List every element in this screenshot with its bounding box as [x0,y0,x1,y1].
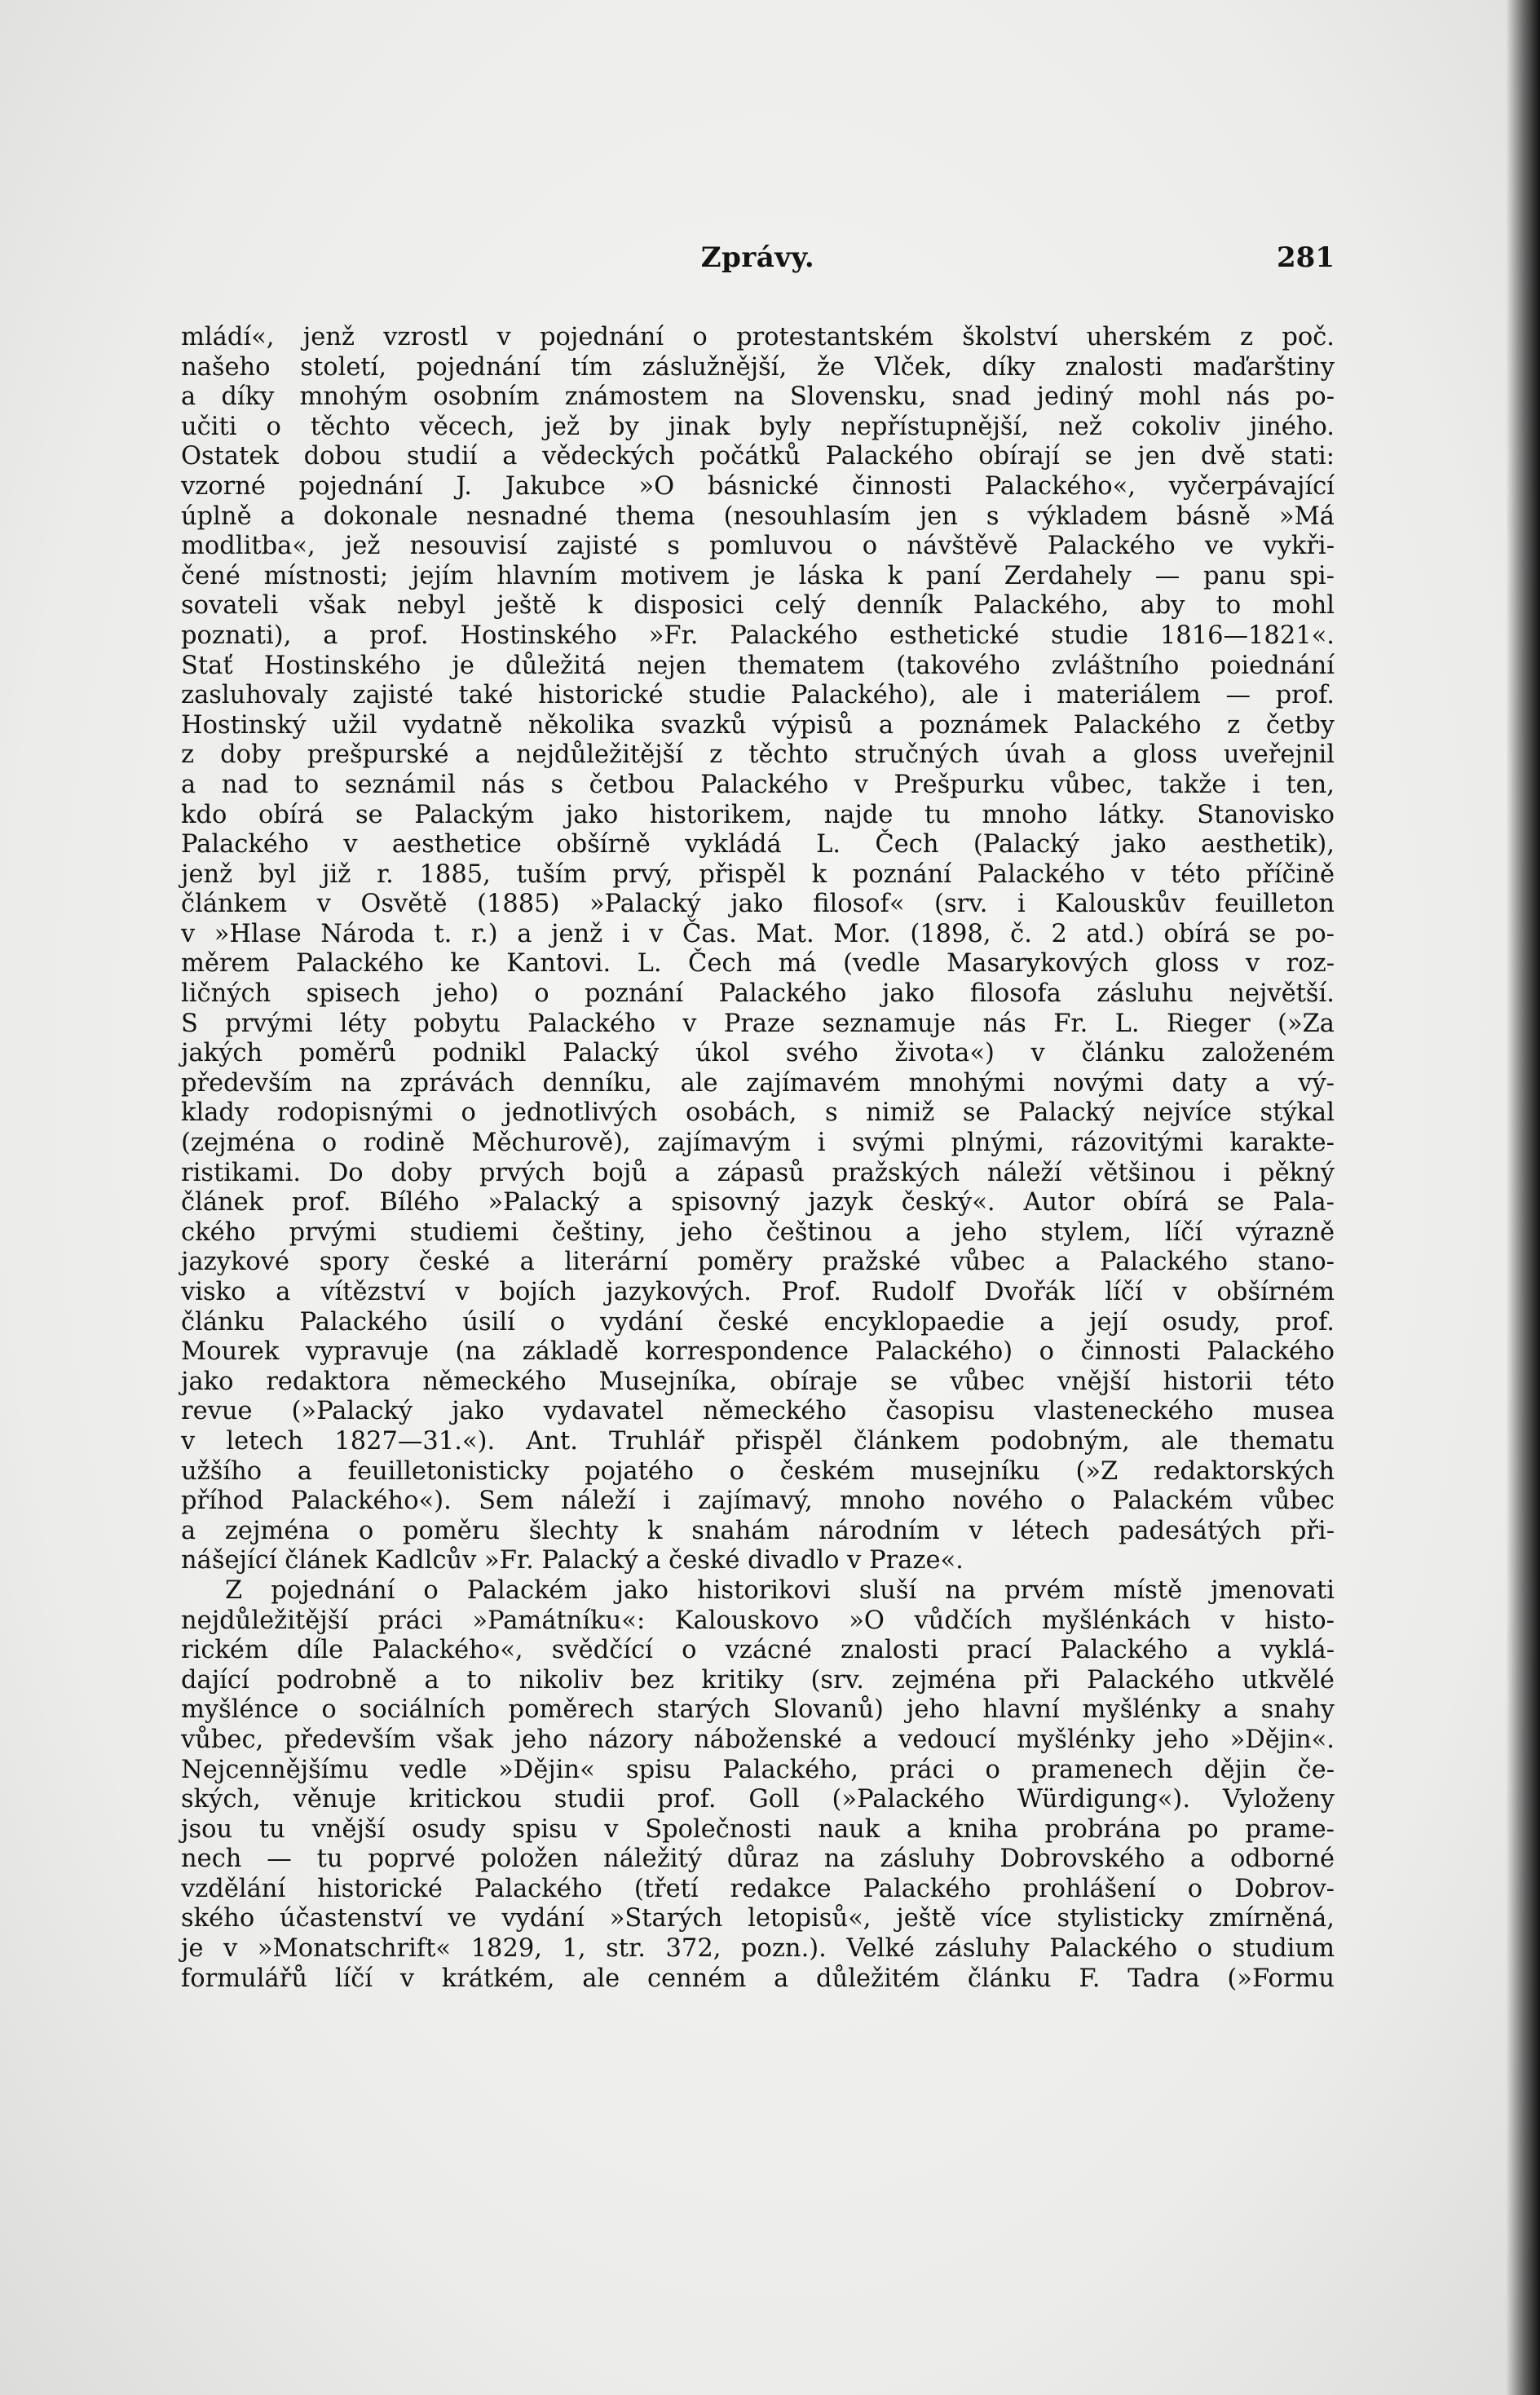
text-line: úplně a dokonale nesnadné thema (nesouhlasím jen s výkladem básně »Má [181,502,1335,531]
text-line: (zejména o rodině Měchurově), zajímavým i svými plnými, rázovitými karakte- [181,1129,1335,1158]
text-line: sovateli však nebyl ještě k disposici celý denník Palackého, aby to mohl [181,591,1335,621]
text-line: nášející článek Kadlcův »Fr. Palacký a české divadlo v Praze«. [181,1546,964,1575]
text-line: myšlénce o sociálních poměrech starých Slovanů) jeho hlavní myšlénky a snahy [181,1695,1335,1725]
text-line: článku Palackého úsilí o vydání české encyklopaedie a její osudy, prof. [181,1307,1335,1337]
text-line: modlitba«, jež nesouvisí zajisté s pomluvou o návštěvě Palackého ve vykři- [181,532,1335,561]
text-line: zasluhovaly zajisté také historické studie Palackého), ale i materiálem — prof. [181,681,1335,710]
text-line: ristikami. Do doby prvých bojů a zápasů pražských náleží většinou i pěkný [181,1158,1335,1187]
text-line: Z pojednání o Palackém jako historikovi sluší na prvém místě jmenovati [225,1575,1335,1605]
text-line: ských, věnuje kritickou studii prof. Goll (»Palackého Würdigung«). Vyloženy [181,1785,1335,1814]
text-line: z doby prešpurské a nejdůležitější z těchto stručných úvah a gloss uveřejnil [181,740,1335,770]
text-line: nech — tu poprvé položen náležitý důraz na zásluhy Dobrovského a odborné [181,1845,1335,1874]
text-line: kdo obírá se Palackým jako historikem, najde tu mnoho látky. Stanovisko [181,800,1335,829]
text-line: našeho století, pojednání tím záslužnější, že Vlček, díky znalosti maďarštiny [181,352,1335,382]
scan-edge-shadow [1506,0,1540,2395]
text-line: článkem v Osvětě (1885) »Palacký jako filosof« (srv. i Kalouskův feuilleton [181,890,1335,919]
text-line [181,1994,1335,2024]
text-line: klady rodopisnými o jednotlivých osobách, s nimiž se Palacký nejvíce stýkal [181,1098,1335,1128]
text-line: vůbec, především však jeho názory náboženské a vedoucí myšlénky jeho »Dějin«. [181,1725,1335,1754]
text-line: v »Hlase Národa t. r.) a jenž i v Čas. Mat. Mor. (1898, č. 2 atd.) obírá se po- [181,919,1335,948]
page-number: 281 [1277,241,1335,274]
text-line: článek prof. Bílého »Palacký a spisovný jazyk český«. Autor obírá se Pala- [181,1188,1335,1217]
text-line: je v »Monatschrift« 1829, 1, str. 372, pozn.). Velké zásluhy Palackého o studium [181,1934,1335,1964]
text-line: v letech 1827—31.«). Ant. Truhlář přispěl článkem podobným, ale thematu [181,1426,1335,1456]
text-line: Mourek vypravuje (na základě korrespondence Palackého) o činnosti Palackého [181,1337,1335,1367]
text-line: ličných spisech jeho) o poznání Palackého jako filosofa zásluhu největší. [181,979,1335,1009]
text-line: a nad to seznámil nás s četbou Palackého v Prešpurku vůbec, takže i ten, [181,770,1335,799]
text-line: jako redaktora německého Musejníka, obíraje se vůbec vnější historii této [181,1367,1335,1396]
text-line: Nejcennějšímu vedle »Dějin« spisu Palackého, práci o pramenech dějin če- [181,1755,1335,1784]
text-line: visko a vítězství v bojích jazykových. Prof. Rudolf Dvořák líčí v obšírném [181,1278,1335,1306]
text-line: formulářů líčí v krátkém, ale cenném a důležitém článku F. Tadra (»Formu [181,1964,1335,1993]
text-line: jazykové spory české a literární poměry pražské vůbec a Palackého stano- [181,1248,1335,1277]
text-line: učiti o těchto věcech, jež by jinak byly nepřístupnější, než cokoliv jiného. [181,412,1335,441]
text-line: dající podrobně a to nikoliv bez kritiky (srv. zejména při Palackého utkvělé [181,1665,1335,1695]
text-line: a zejména o poměru šlechty k snahám národním v létech padesátých při- [181,1516,1335,1545]
text-line: rickém díle Palackého«, svědčící o vzácné znalosti prací Palackého a vyklá- [181,1636,1335,1665]
running-title: Zprávy. [700,241,815,274]
text-line: S prvými léty pobytu Palackého v Praze seznamuje nás Fr. L. Rieger (»Za [181,1009,1335,1038]
text-line: poznati), a prof. Hostinského »Fr. Palackého esthetické studie 1816—1821«. [181,621,1335,650]
page-header [181,241,1335,282]
text-line: ského účastenství ve vydání »Starých letopisů«, ještě více stylisticky zmírněná, [181,1904,1335,1933]
text-line: Hostinský užil vydatně několika svazků výpisů a poznámek Palackého z četby [181,710,1335,740]
text-line: jsou tu vnější osudy spisu v Společnosti nauk a kniha probrána po prame- [181,1814,1335,1844]
text-line: jenž byl již r. 1885, tuším prvý, přispěl k poznání Palackého v této příčině [181,859,1335,889]
text-line: jakých poměrů podnikl Palacký úkol svého života«) v článku založeném [181,1039,1335,1068]
text-line: Palackého v aesthetice obšírně vykládá L. Čech (Palacký jako aesthetik), [181,830,1335,859]
text-line: Stať Hostinského je důležitá nejen thematem (takového zvláštního poiednání [181,651,1335,680]
text-line: nejdůležitější práci »Památníku«: Kalouskovo »O vůdčích myšlénkách v histo- [181,1606,1335,1635]
text-line: mládí«, jenž vzrostl v pojednání o protestantském školství uherském z poč. [181,323,1335,351]
text-line: měrem Palackého ke Kantovi. L. Čech má (vedle Masarykových gloss v roz- [181,949,1335,979]
text-line: revue (»Palacký jako vydavatel německého časopisu vlasteneckého musea [181,1397,1335,1426]
text-line: především na zprávách denníku, ale zajímavém mnohými novými daty a vý- [181,1068,1335,1098]
text-line: čené místnosti; jejím hlavním motivem je láska k paní Zerdahely — panu spi- [181,561,1335,590]
text-line: a díky mnohým osobním známostem na Slovensku, snad jediný mohl nás po- [181,382,1335,412]
body-text [181,323,1335,2024]
text-line: Ostatek dobou studií a vědeckých počátků Palackého obírají se jen dvě stati: [181,442,1335,471]
text-line: užšího a feuilletonisticky pojatého o českém musejníku (»Z redaktorských [181,1456,1335,1486]
text-line: vzorné pojednání J. Jakubce »O básnické činnosti Palackého«, vyčerpávající [181,471,1335,501]
text-line: ckého prvými studiemi češtiny, jeho češtinou a jeho stylem, líčí výrazně [181,1217,1335,1247]
text-line: příhod Palackého«). Sem náleží i zajímavý, mnoho nového o Palackém vůbec [181,1487,1335,1516]
text-line: vzdělání historické Palackého (třetí redakce Palackého prohlášení o Dobrov- [181,1874,1335,1903]
